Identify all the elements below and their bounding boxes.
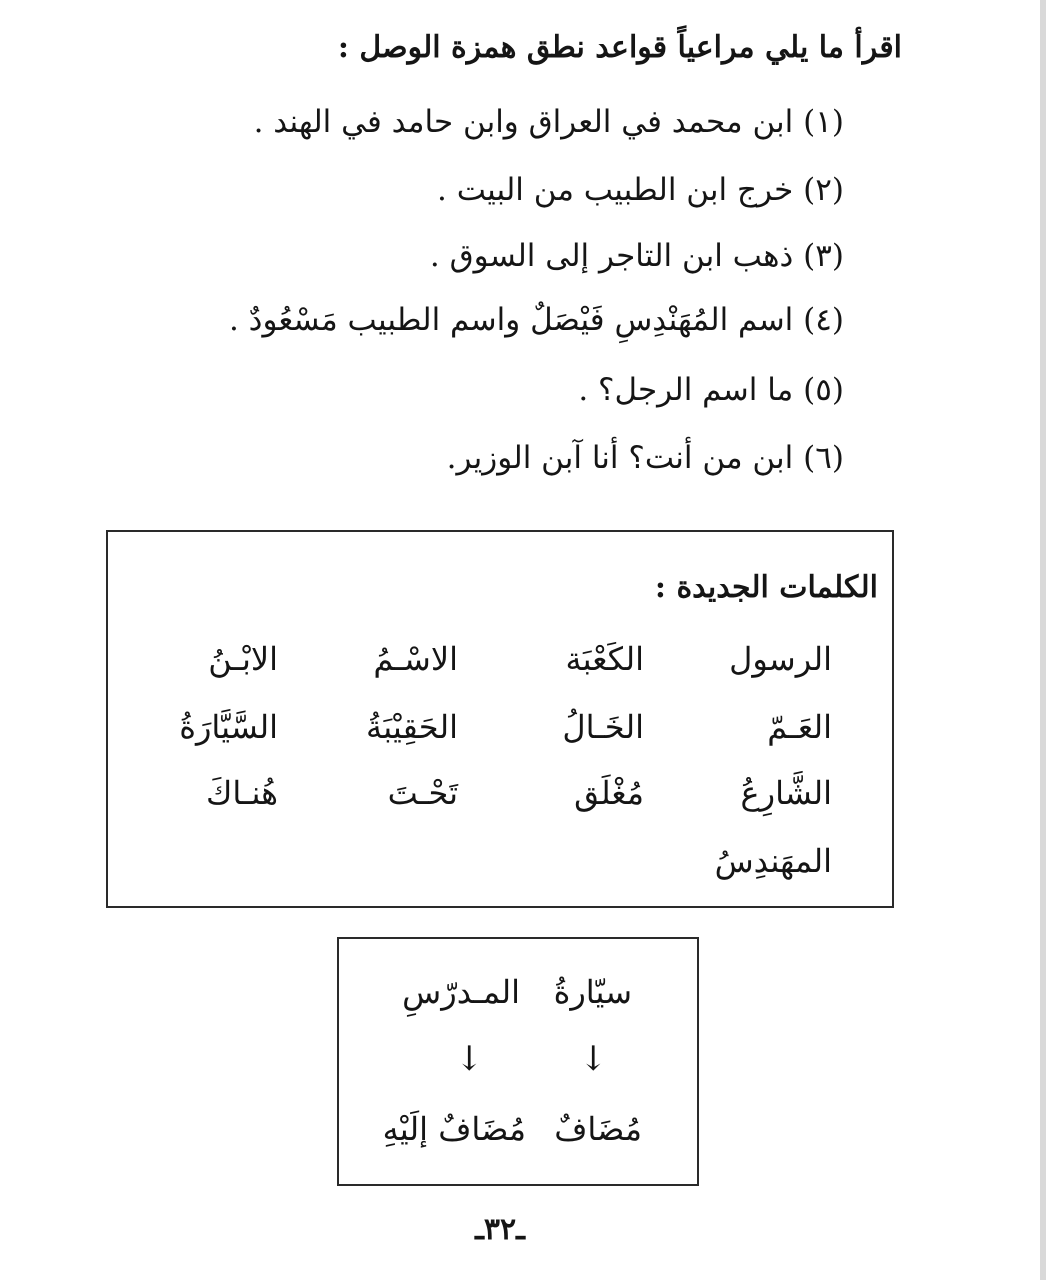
vocab-word-13: المهَندِسُ [714,842,832,880]
mudaf-ilayh-label: مُضَافٌ إلَيْهِ [382,1110,526,1148]
exercise-line-5: (٥) ما اسم الرجل؟ . [578,372,844,408]
down-arrow-icon: ↓ [455,1039,484,1079]
exercise-line-2: (٢) خرج ابن الطبيب من البيت . [436,172,844,208]
vocab-word-4: الابْـنُ [208,640,278,678]
vocabulary-title: الكلمات الجديدة : [654,570,878,605]
vocab-word-5: العَـمّ [767,708,832,746]
vocab-word-2: الكَعْبَة [565,640,644,678]
vocab-word-12: هُنـاكَ [205,774,278,812]
exercise-line-1: (١) ابن محمد في العراق وابن حامد في الهند . [253,104,844,140]
idafa-word-second: المـدرّسِ [402,973,520,1011]
vocab-word-3: الاسْـمُ [373,640,458,678]
vocab-word-11: تَحْـتَ [387,774,458,812]
vocab-word-7: الحَقِيْبَةُ [366,708,458,746]
exercise-line-3: (٣) ذهب ابن التاجر إلى السوق . [429,238,844,274]
exercise-line-6: (٦) ابن من أنت؟ أنا آبن الوزير. [446,440,844,476]
exercise-heading: اقرأ ما يلي مراعياً قواعد نطق همزة الوصل : [337,30,902,65]
exercise-line-4: (٤) اسم المُهَنْدِسِ فَيْصَلٌ واسم الطبيب مَسْعُودٌ . [228,302,844,338]
idafa-word-first: سيّارةُ [553,973,632,1011]
page-number: ـ٣٢ـ [475,1212,525,1247]
vocab-word-1: الرسول [729,640,832,678]
vocab-word-8: السَّيَّارَةُ [179,708,278,746]
down-arrow-icon: ↓ [579,1039,608,1079]
vocab-word-9: الشَّارِعُ [740,774,832,812]
vocab-word-10: مُغْلَق [574,774,644,812]
mudaf-label: مُضَافٌ [554,1110,642,1148]
page-edge-shadow [1040,0,1046,1280]
vocab-word-6: الخَـالُ [562,708,644,746]
